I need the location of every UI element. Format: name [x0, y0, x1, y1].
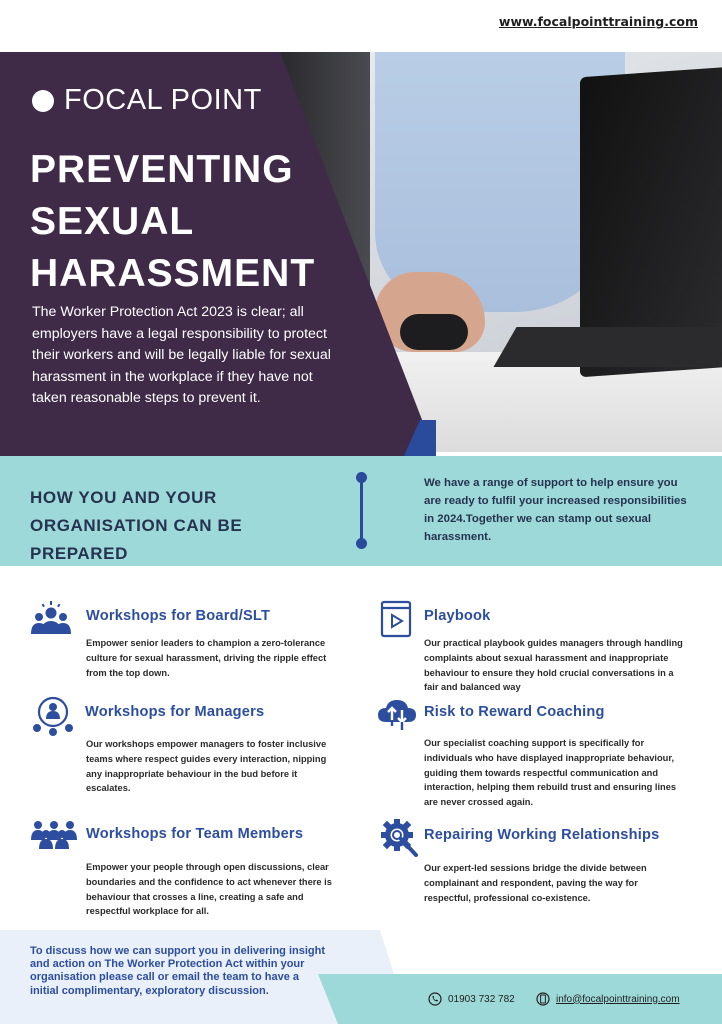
logo-dot-icon: [32, 90, 54, 112]
team-icon: [30, 818, 72, 856]
gear-search-icon: [380, 818, 422, 856]
page-title: [30, 144, 360, 300]
phone-icon: [428, 992, 442, 1006]
service-title-relationships: Repairing Working Relationships: [424, 827, 660, 843]
service-title-playbook: Playbook: [424, 608, 491, 624]
photo-laptop-base: [493, 327, 722, 367]
logo-text: FOCAL POINT: [64, 84, 262, 116]
band-heading-line-2: ORGANISATION CAN BE: [30, 516, 243, 535]
brand-logo: [32, 84, 262, 117]
network-icon: [32, 694, 74, 732]
service-desc-relationships: Our expert-led sessions bridge the divide between complainant and respondent, paving the way for respectful, professional co-existence.: [424, 863, 647, 903]
service-desc-board-slt: Empower senior leaders to champion a zero-tolerance culture for sexual harassment, driving the ripple effect from the top down.: [86, 638, 327, 678]
band-heading-line-3: PREPARED: [30, 544, 129, 563]
band-divider-dot-bottom: [356, 538, 367, 549]
contact-email[interactable]: [536, 992, 680, 1006]
service-title-team-members: Workshops for Team Members: [86, 826, 304, 842]
service-title-managers: Workshops for Managers: [85, 704, 265, 720]
phone-number: 01903 732 782: [448, 993, 515, 1005]
cloud-transfer-icon: [376, 698, 418, 736]
service-title-board-slt: Workshops for Board/SLT: [86, 608, 271, 624]
band-heading: [30, 484, 320, 568]
band-divider: [360, 476, 363, 546]
service-desc-playbook: Our practical playbook guides managers through handling complaints about sexual harassment and inappropriate behaviour to ensure they hold crucial conversations in a fair and balanced way: [424, 638, 683, 693]
cta-text: To discuss how we can support you in delivering insight and action on The Worker Protection Act within your organisation please call or email the team to have a initial complimentary, exploratory discussion.: [30, 945, 325, 997]
playbook-icon: [380, 600, 422, 638]
title-line-2: SEXUAL: [30, 200, 195, 243]
hero-intro: The Worker Protection Act 2023 is clear; all employers have a legal responsibility to protect their workers and will be legally liable for sexual harassment in the workplace if they have not taken reasonable steps to prevent it.: [32, 304, 331, 407]
title-line-3: HARASSMENT: [30, 252, 316, 295]
title-line-1: PREVENTING: [30, 148, 294, 191]
mobile-icon: [536, 992, 550, 1006]
photo-mouse: [400, 314, 468, 350]
service-desc-team-members: Empower your people through open discussions, clear boundaries and the confidence to act whenever there is behaviour that crosses a line, creating a safe and respectful workplace for all.: [86, 862, 332, 917]
band-text: We have a range of support to help ensure you are ready to fulfil your increased responsibilities in 2024.Together we can stamp out sexual harassment.: [424, 477, 687, 543]
contact-phone[interactable]: [428, 992, 515, 1006]
group-icon: [30, 600, 72, 638]
band-divider-dot-top: [356, 472, 367, 483]
band-heading-line-1: HOW YOU AND YOUR: [30, 488, 217, 507]
service-desc-managers: Our workshops empower managers to foster inclusive teams where respect guides every interaction, nipping any inappropriate behaviour in the bud before it escalates.: [86, 739, 327, 794]
email-link[interactable]: info@focalpointtraining.com: [556, 993, 680, 1005]
service-desc-coaching: Our specialist coaching support is specifically for individuals who have displayed inappropriate behaviour, guiding them towards respectful communication and interaction, helping them rebuild trust and ensuring lines are never crossed again.: [424, 738, 677, 808]
site-url-link[interactable]: www.focalpointtraining.com: [498, 14, 698, 29]
service-title-coaching: Risk to Reward Coaching: [424, 704, 605, 720]
